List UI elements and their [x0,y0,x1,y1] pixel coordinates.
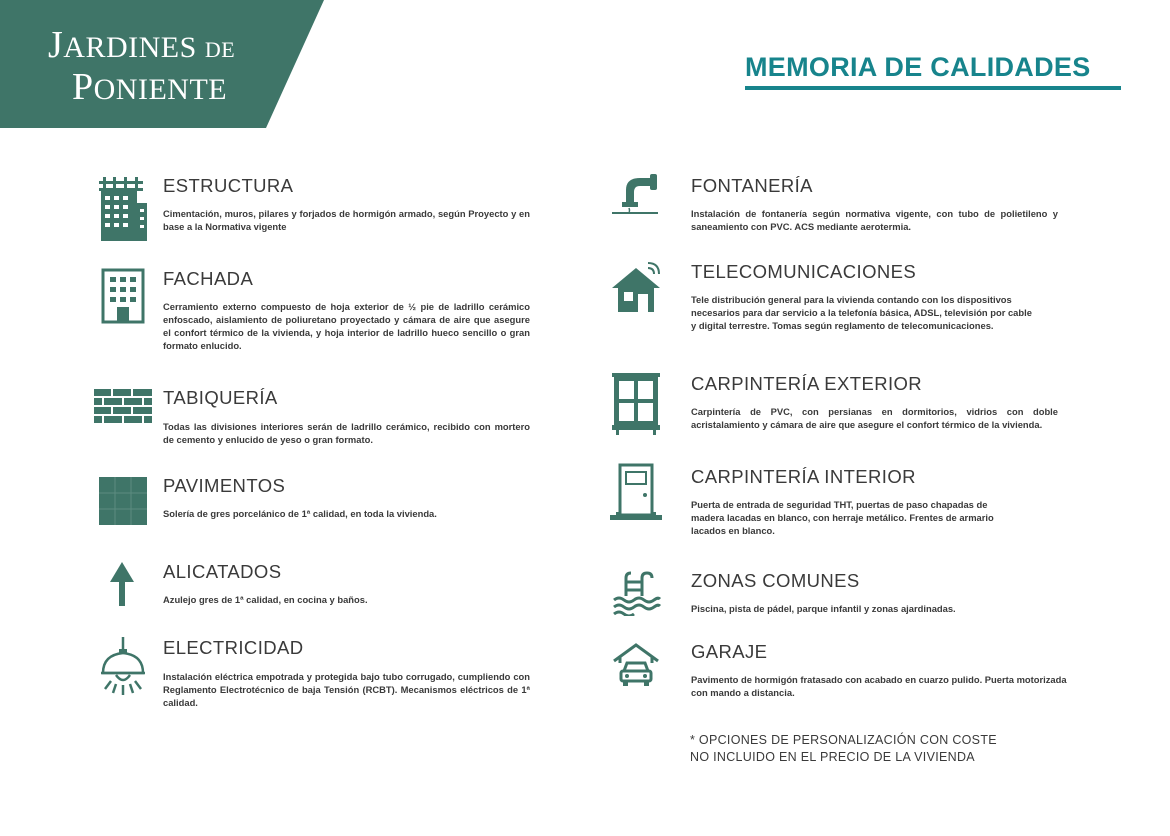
section-desc-telecomunicaciones: Tele distribución general para la vivienda contando con los dispositivos necesarios para dar servicio a la telefonía básica, ADSL, televisión por cable y digital terrestre. Tomas según reglamento de telecomunicaciones. [691,294,1032,331]
section-desc-estructura: Cimentación, muros, pilares y forjados de hormigón armado, según Proyecto y en base a la Normativa vigente [163,208,530,232]
garage-car-icon [612,641,660,694]
door-icon [610,463,662,526]
ceiling-lamp-icon [99,637,147,702]
page-title: MEMORIA DE CALIDADES [745,52,1091,82]
section-desc-zonas-comunes: Piscina, pista de pádel, parque infantil y zonas ajardinadas. [691,603,956,614]
title-underline [745,86,1121,90]
section-title-tabiqueria: TABIQUERÍA [163,387,278,408]
floor-tile-icon [99,477,147,530]
brick-wall-icon [94,389,152,428]
brand-line-2: PONIENTE [72,66,228,108]
section-title-zonas-comunes: ZONAS COMUNES [691,570,860,591]
section-desc-fachada: Cerramiento externo compuesto de hoja exterior de ½ pie de ladrillo cerámico enfoscado, aislamiento de poliuretano proyectado y cámara de aire que asegure el confort térmico de la vivienda, y hoja interior de ladrillo hueco sencillo o gran formato enlucido. [163,301,530,351]
section-title-estructura: ESTRUCTURA [163,175,294,196]
note-line-1: * OPCIONES DE PERSONALIZACIÓN CON COSTE [690,733,997,747]
brand-name [48,26,235,106]
customization-note [690,732,997,766]
window-icon [612,373,660,440]
section-desc-pavimentos: Solería de gres porcelánico de 1ª calidad, en toda la vivienda. [163,508,437,519]
pool-icon [612,570,662,621]
section-desc-carpinteria-exterior: Carpintería de PVC, con persianas en dormitorios, vidrios con doble acristalamiento y cámara de aire que asegure el confort térmico de la vivienda. [691,406,1058,430]
note-line-2: NO INCLUIDO EN EL PRECIO DE LA VIVIENDA [690,750,975,764]
building-facade-icon [101,268,145,329]
trowel-icon [109,562,135,611]
section-desc-electricidad: Instalación eléctrica empotrada y protegida bajo tubo corrugado, cumpliendo con Reglamento Electrotécnico de baja Tensión (RCBT). Mecanismos eléctricos de 1ª calidad. [163,671,530,708]
section-desc-carpinteria-interior: Puerta de entrada de seguridad THT, puertas de paso chapadas de madera lacadas en blanco, con herraje metálico. Frentes de armario lacados en blanco. [691,499,994,536]
section-title-alicatados: ALICATADOS [163,561,282,582]
section-desc-garaje: Pavimento de hormigón fratasado con acabado en cuarzo pulido. Puerta motorizada con mando a distancia. [691,674,1067,698]
house-wifi-icon [612,262,662,317]
section-title-carpinteria-exterior: CARPINTERÍA EXTERIOR [691,373,923,394]
section-title-garaje: GARAJE [691,641,768,662]
building-scaffold-icon [97,177,149,246]
faucet-icon [612,172,662,223]
brand-line-1: JARDINES DE [48,24,236,66]
section-desc-alicatados: Azulejo gres de 1ª calidad, en cocina y baños. [163,594,368,605]
brand-logo [0,0,330,128]
section-desc-fontaneria: Instalación de fontanería según normativa vigente, con tubo de polietileno y saneamiento con PVC. ACS mediante aerotermia. [691,208,1058,232]
section-title-fontaneria: FONTANERÍA [691,175,813,196]
section-title-fachada: FACHADA [163,268,254,289]
section-title-telecomunicaciones: TELECOMUNICACIONES [691,261,917,282]
section-title-pavimentos: PAVIMENTOS [163,475,286,496]
section-title-carpinteria-interior: CARPINTERÍA INTERIOR [691,466,916,487]
section-desc-tabiqueria: Todas las divisiones interiores serán de ladrillo cerámico, recibido con mortero de cemento y enlucido de yeso o gran formato. [163,421,530,445]
section-title-electricidad: ELECTRICIDAD [163,637,304,658]
